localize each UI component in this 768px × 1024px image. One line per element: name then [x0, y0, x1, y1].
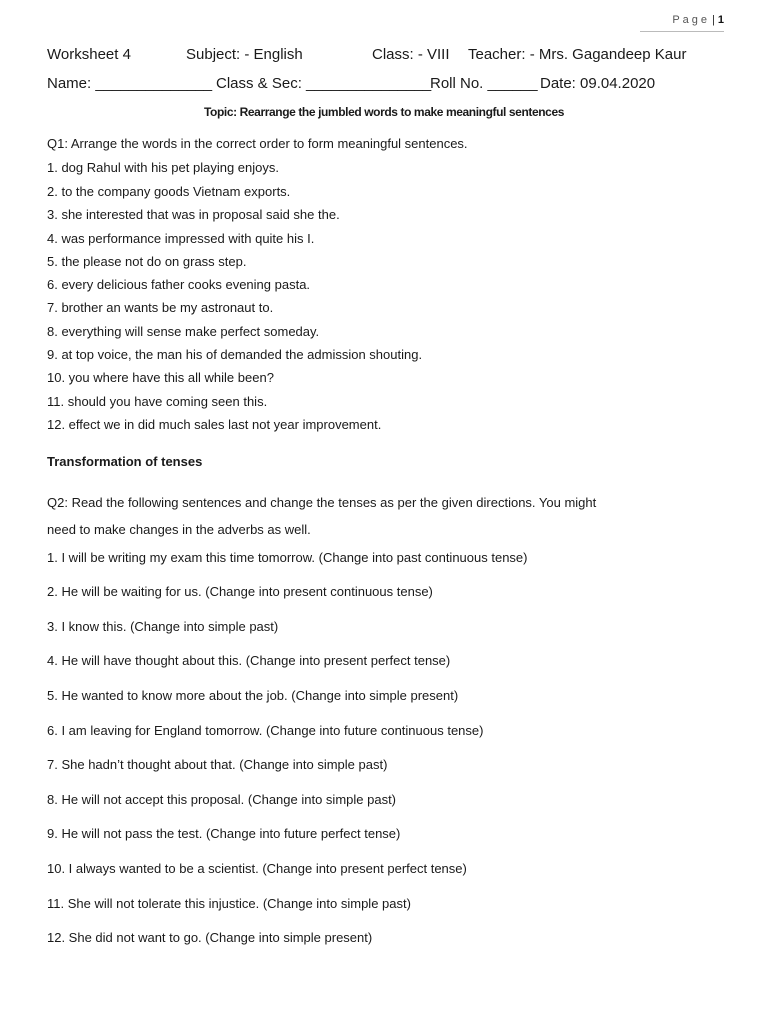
q2-item: 9. He will not pass the test. (Change into future perfect tense) [47, 826, 401, 841]
q2-item: 2. He will be waiting for us. (Change into present continuous tense) [47, 584, 433, 599]
header-rule [640, 31, 724, 32]
q1-item: 2. to the company goods Vietnam exports. [47, 184, 291, 199]
teacher-label: Teacher: - Mrs. Gagandeep Kaur [468, 46, 687, 63]
q2-item: 10. I always wanted to be a scientist. (Change into present perfect tense) [47, 861, 467, 876]
q2-item: 11. She will not tolerate this injustice. (Change into simple past) [47, 896, 411, 911]
q1-item: 10. you where have this all while been? [47, 370, 274, 385]
q1-item: 11. should you have coming seen this. [47, 394, 268, 409]
page-number: 1 [717, 14, 724, 26]
q1-item: 1. dog Rahul with his pet playing enjoys. [47, 160, 279, 175]
q1-item: 12. effect we in did much sales last not year improvement. [47, 417, 382, 432]
subject-label: Subject: - English [186, 46, 303, 63]
class-label: Class: - VIII [372, 46, 450, 63]
worksheet-label: Worksheet 4 [47, 46, 131, 63]
q1-item: 3. she interested that was in proposal said she the. [47, 207, 340, 222]
q2-heading-line1: Q2: Read the following sentences and change the tenses as per the given directions. You might [47, 495, 597, 510]
class-sec-field: Class & Sec: _______________ [216, 75, 432, 92]
q2-item: 8. He will not accept this proposal. (Change into simple past) [47, 792, 397, 807]
roll-field: Roll No. ______ [430, 75, 538, 92]
q2-item: 7. She hadn’t thought about that. (Change into simple past) [47, 757, 388, 772]
q2-item: 1. I will be writing my exam this time tomorrow. (Change into past continuous tense) [47, 550, 528, 565]
page-number-header [672, 14, 724, 26]
section-title-tenses: Transformation of tenses [47, 454, 203, 469]
q2-item: 4. He will have thought about this. (Change into present perfect tense) [47, 653, 451, 668]
date-field: Date: 09.04.2020 [540, 75, 656, 92]
page-separator: | [712, 14, 715, 26]
q2-item: 6. I am leaving for England tomorrow. (Change into future continuous tense) [47, 723, 484, 738]
page-label: Page [672, 14, 711, 26]
name-field: Name: ______________ [47, 75, 213, 92]
q2-item: 5. He wanted to know more about the job. (Change into simple present) [47, 688, 459, 703]
q2-item: 12. She did not want to go. (Change into simple present) [47, 930, 373, 945]
q1-item: 9. at top voice, the man his of demanded the admission shouting. [47, 347, 423, 362]
q1-item: 5. the please not do on grass step. [47, 254, 247, 269]
q2-heading-line2: need to make changes in the adverbs as well. [47, 522, 311, 537]
q1-item: 4. was performance impressed with quite his I. [47, 231, 315, 246]
q1-item: 8. everything will sense make perfect someday. [47, 324, 320, 339]
q1-item: 6. every delicious father cooks evening pasta. [47, 277, 311, 292]
topic-heading: Topic: Rearrange the jumbled words to make meaningful sentences [204, 105, 564, 119]
q1-item: 7. brother an wants be my astronaut to. [47, 300, 274, 315]
q1-heading: Q1: Arrange the words in the correct order to form meaningful sentences. [47, 136, 468, 151]
q2-item: 3. I know this. (Change into simple past) [47, 619, 279, 634]
